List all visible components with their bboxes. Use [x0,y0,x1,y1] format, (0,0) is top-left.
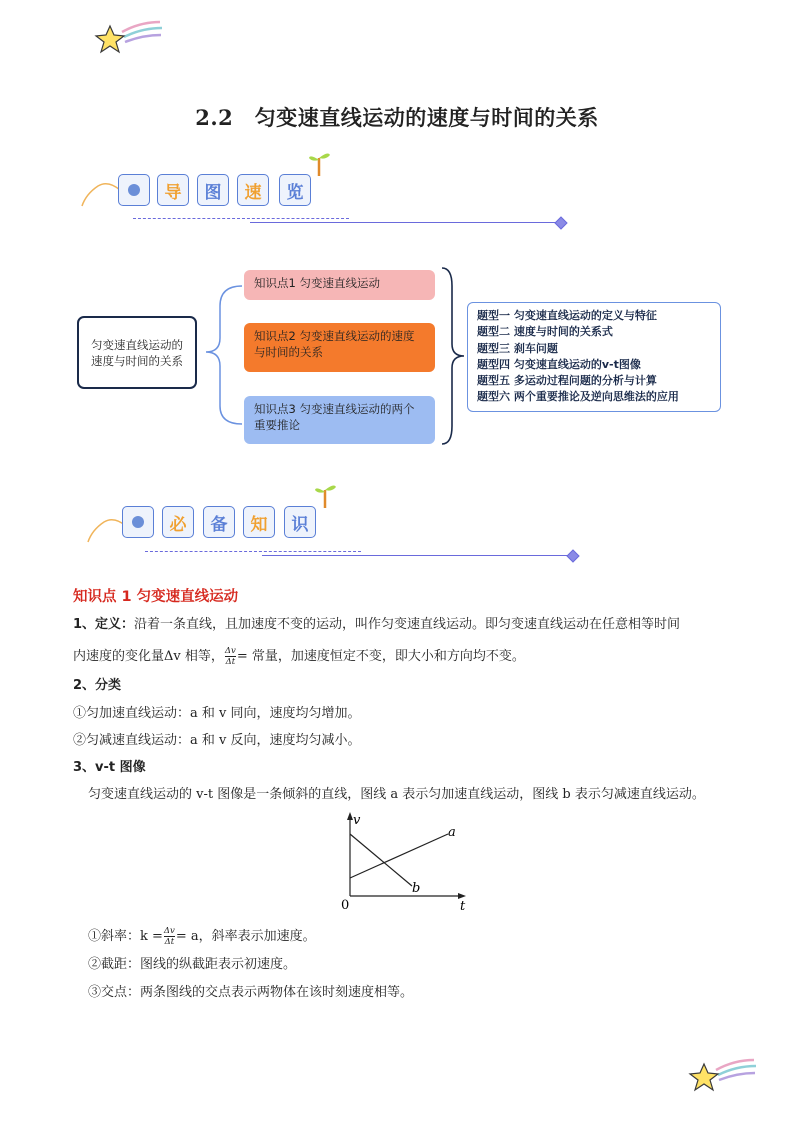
diamond-icon [554,216,568,230]
fraction-dv-dt [225,646,236,667]
fraction-dv-dt-slope [164,926,175,947]
question-type-4: 题型四 匀变速直线运动的v-t图像 [477,357,641,371]
definition-text-2b: = 常量，加速度恒定不变，即大小和方向均不变。 [236,649,525,664]
question-type-3: 题型三 刹车问题 [477,341,558,355]
definition-text-2a: 内速度的变化量Δv 相等， [73,649,224,664]
page-title: 2.2 匀变速直线运动的速度与时间的关系 [195,105,599,130]
dot-icon [128,184,140,196]
slope-text-a: ①斜率：k = [88,929,163,944]
definition-line-2 [73,646,525,667]
diamond-icon [566,549,580,563]
sprout-icon [306,148,332,178]
fraction-numerator: Δv [224,646,236,656]
star-decoration-top [92,18,164,58]
definition-label: 1、定义： [73,617,135,632]
intersection-line: ③交点：两条图线的交点表示两物体在该时刻速度相等。 [88,985,414,1000]
question-types-box [467,302,721,412]
banner-char-4: 识 [284,506,316,538]
banner-dashed-line [145,551,361,552]
star-decoration-bottom [686,1056,758,1096]
vt-graph [336,810,476,914]
vt-line-b-label: b [412,881,421,896]
vt-axis-v-label: v [353,813,361,828]
mindmap-brace-left [198,280,246,430]
vt-line-a [350,834,448,878]
sprout-icon [312,480,338,510]
question-type-5: 题型五 多运动过程问题的分析与计算 [477,374,657,388]
knowledge-point-3: 知识点3 匀变速直线运动的两个重要推论 [244,396,435,444]
question-type-6: 题型六 两个重要推论及逆向思维法的应用 [477,390,679,404]
knowledge-point-1: 知识点1 匀变速直线运动 [244,270,435,300]
mindmap-root-node: 匀变速直线运动的速度与时间的关系 [77,316,197,389]
fraction-numerator: Δv [163,926,175,936]
vt-graph-label: 3、v-t 图像 [73,760,146,775]
banner-solid-line [262,555,572,556]
dot-icon [132,516,144,528]
classification-label: 2、分类 [73,678,122,693]
banner-char-2: 图 [197,174,229,206]
banner-char-3: 知 [243,506,275,538]
knowledge-point-heading: 知识点 1 匀变速直线运动 [73,589,239,605]
knowledge-point-2: 知识点2 匀变速直线运动的速度与时间的关系 [244,323,435,372]
classification-item-2: ②匀减速直线运动：a 和 v 反向，速度均匀减小。 [73,733,361,748]
banner-char-1: 导 [157,174,189,206]
banner-char-2: 备 [203,506,235,538]
vt-origin-label: 0 [341,898,350,913]
banner-dot-box [122,506,154,538]
banner-char-1: 必 [162,506,194,538]
fraction-denominator: Δt [164,937,175,947]
intercept-line: ②截距：图线的纵截距表示初速度。 [88,957,297,972]
vt-axis-t-label: t [460,899,466,914]
question-type-2: 题型二 速度与时间的关系式 [477,325,613,339]
fraction-denominator: Δt [225,657,236,667]
vt-graph-description: 匀变速直线运动的 v-t 图像是一条倾斜的直线，图线 a 表示匀加速直线运动，图线 b 表示匀减速直线运动。 [88,787,705,802]
banner-char-4: 览 [279,174,311,206]
slope-line [88,926,316,947]
classification-item-1: ①匀加速直线运动：a 和 v 同向，速度均匀增加。 [73,706,361,721]
banner-dashed-line [133,218,349,219]
banner-char-3: 速 [237,174,269,206]
banner-dot-box [118,174,150,206]
banner-solid-line [250,222,560,223]
definition-line-1 [73,615,680,635]
question-type-1: 题型一 匀变速直线运动的定义与特征 [477,309,657,322]
vt-line-a-label: a [448,825,456,840]
swirl-icon [78,176,122,210]
definition-text-1: 沿着一条直线，且加速度不变的运动，叫作匀变速直线运动。即匀变速直线运动在任意相等时间 [134,617,681,632]
slope-text-b: = a，斜率表示加速度。 [175,929,316,944]
mindmap-brace-right [438,266,468,448]
vt-line-b [350,834,412,886]
